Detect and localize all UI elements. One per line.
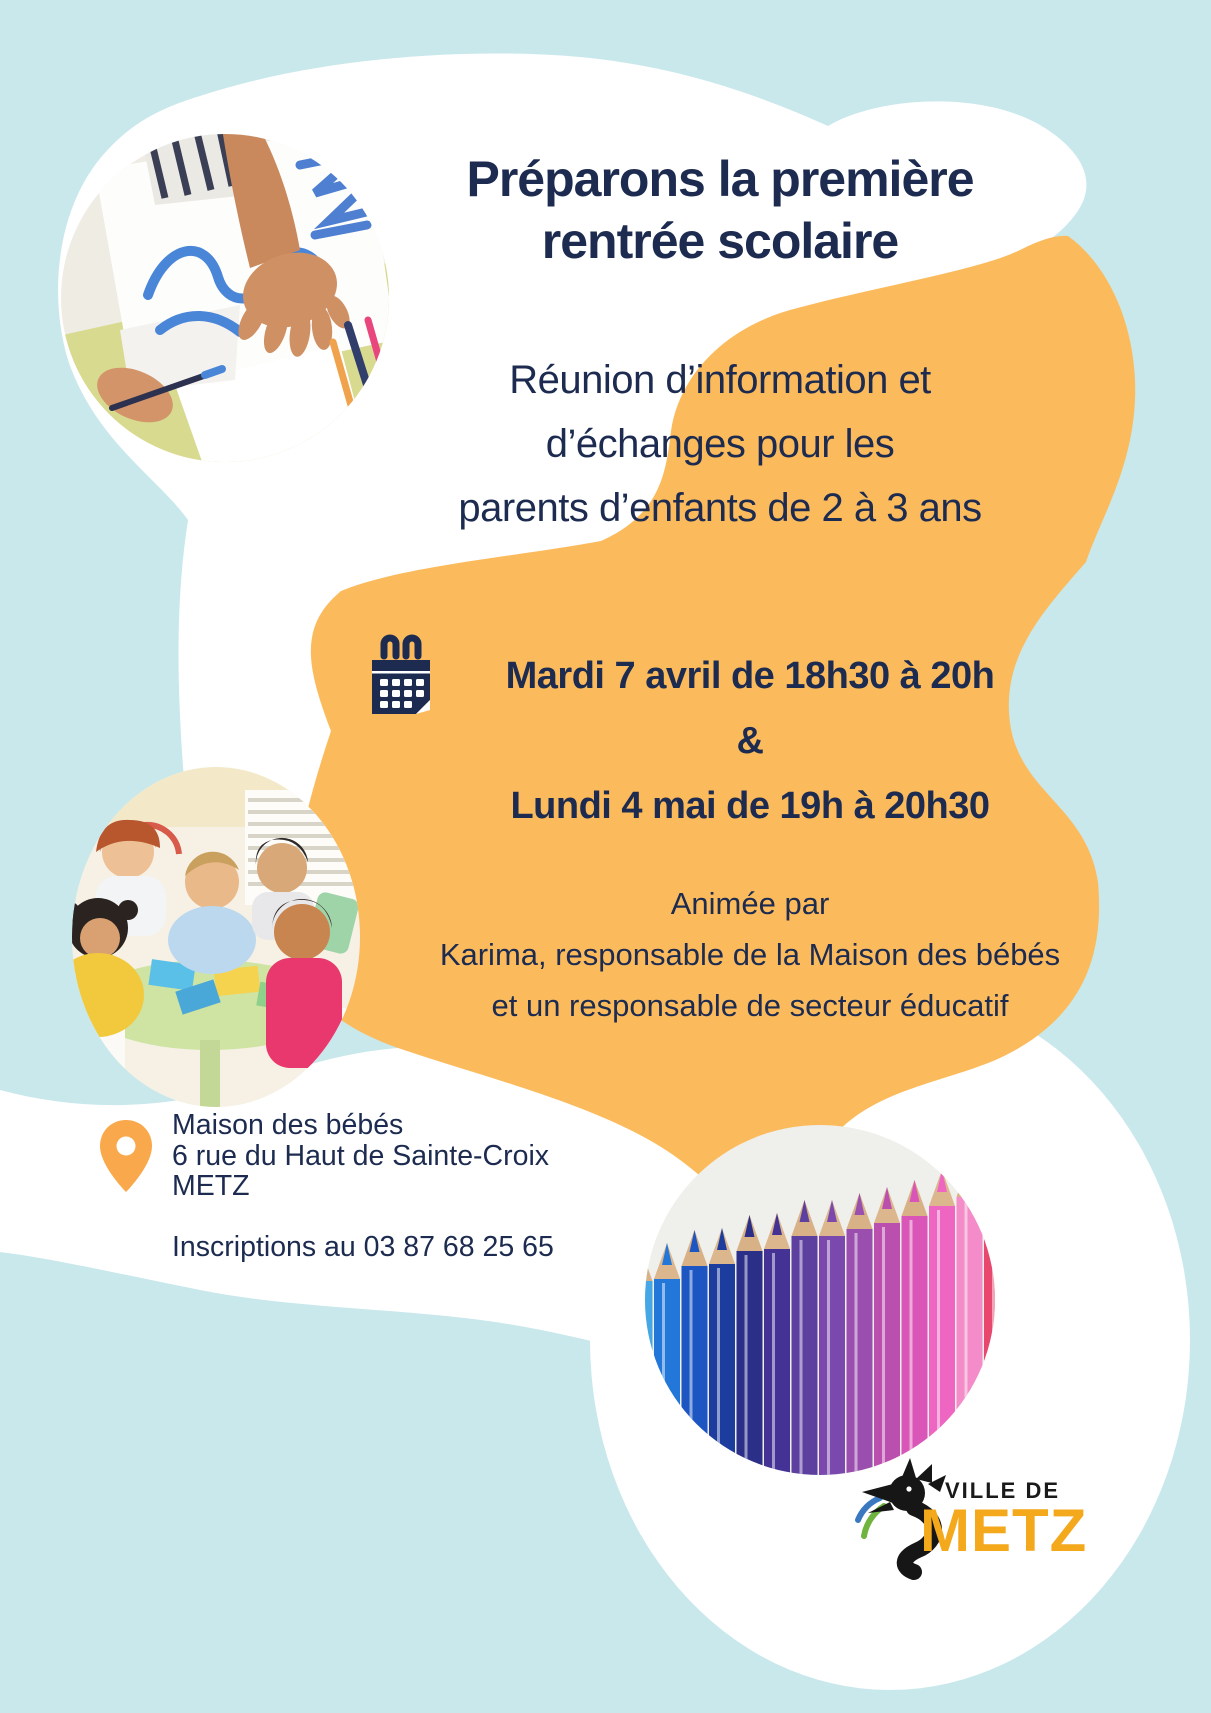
venue-city: METZ [172,1170,250,1202]
subtitle-line-3: parents d’enfants de 2 à 3 ans [458,486,982,530]
schedule-date-1: Mardi 7 avril de 18h30 à 20h [505,655,995,697]
hosts-line-1: Animée par [670,886,830,921]
registration-phone: Inscriptions au 03 87 68 25 65 [172,1231,554,1263]
logo-ville-de-label: VILLE DE [945,1478,1061,1503]
subtitle [330,348,1110,540]
hosts-line-2: Karima, responsable de la Maison des bébés [439,937,1061,972]
title-line-2: rentrée scolaire [541,213,899,269]
schedule-separator: & [736,720,764,762]
title-line-1: Préparons la première [466,151,974,207]
subtitle-line-2: d’échanges pour les [545,422,895,466]
subtitle-line-1: Réunion d’information et [509,358,931,402]
logo-metz-label: METZ [920,1497,1088,1564]
schedule-date-2: Lundi 4 mai de 19h à 20h30 [510,785,990,827]
venue-street: 6 rue du Haut de Sainte-Croix [172,1139,550,1172]
hosts-info [350,878,1150,1031]
venue-name: Maison des bébés [172,1109,404,1141]
page-title [320,148,1120,272]
schedule [350,644,1150,839]
venue-address [172,1110,652,1202]
location-pin-icon [100,1120,152,1192]
hosts-line-3: et un responsable de secteur éducatif [491,988,1009,1023]
